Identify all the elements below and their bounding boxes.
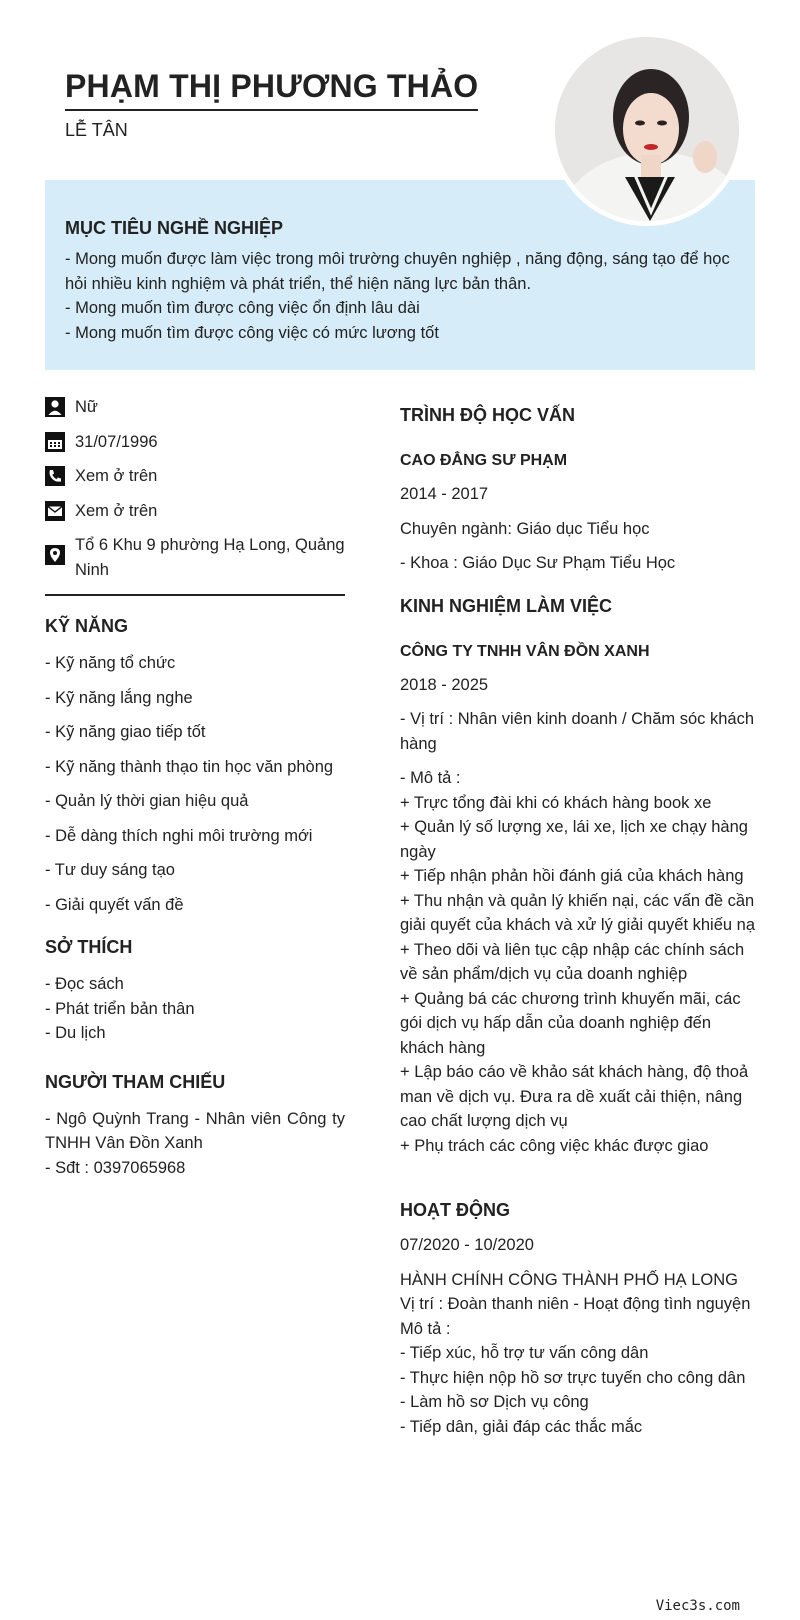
activity-line: HÀNH CHÍNH CÔNG THÀNH PHỐ HẠ LONG	[400, 1270, 738, 1289]
activity-period: 07/2020 - 10/2020	[400, 1236, 534, 1254]
education-period: 2014 - 2017	[400, 485, 489, 503]
experience-desc-line: + Trực tổng đài khi có khách hàng book xe	[400, 793, 712, 812]
references-title: NGƯỜI THAM CHIẾU	[45, 1071, 226, 1092]
avatar	[550, 32, 744, 226]
skill-item: - Kỹ năng giao tiếp tốt	[45, 723, 206, 741]
left-column	[45, 395, 345, 1180]
person-icon	[45, 397, 65, 417]
activity-line: - Tiếp xúc, hỗ trợ tư vấn công dân	[400, 1344, 649, 1362]
hobbies-title: SỞ THÍCH	[45, 937, 133, 957]
hobby-item: - Phát triển bản thân	[45, 999, 195, 1018]
phone-value: Xem ở trên	[75, 467, 158, 485]
mail-icon	[45, 501, 65, 521]
experience-desc-line: - Mô tả :	[400, 769, 461, 787]
experience-desc-line: + Phụ trách các công việc khác được giao	[400, 1136, 709, 1155]
experience-desc-line: + Quảng bá các chương trình khuyến mãi, các gói dịch vụ hấp dẫn của doanh nghiệp đến khách hàng	[400, 989, 741, 1057]
education-major: Chuyên ngành: Giáo dục Tiểu học	[400, 519, 650, 538]
phone-icon	[45, 466, 65, 486]
reference-line: - Ngô Quỳnh Trang - Nhân viên Công ty TNHH Vân Đồn Xanh	[45, 1109, 345, 1152]
school-name: CAO ĐẲNG SƯ PHẠM	[400, 452, 568, 469]
birthday-value: 31/07/1996	[75, 432, 158, 451]
profile-photo	[555, 37, 739, 221]
hobbies-section	[45, 937, 345, 1046]
activities-title: HOẠT ĐỘNG	[400, 1200, 510, 1220]
skill-item: - Quản lý thời gian hiệu quả	[45, 792, 249, 810]
address-value: Tổ 6 Khu 9 phường Hạ Long, Quảng Ninh	[75, 536, 345, 579]
activity-line: - Thực hiện nộp hồ sơ trực tuyến cho công dân	[400, 1368, 746, 1387]
skill-item: - Dễ dàng thích nghi môi trường mới	[45, 826, 313, 845]
experience-period: 2018 - 2025	[400, 675, 489, 694]
location-pin-icon	[45, 545, 65, 565]
skill-item: - Tư duy sáng tạo	[45, 861, 175, 879]
objective-line: - Mong muốn tìm được công việc ổn định lâu dài	[65, 299, 420, 317]
objective-line: - Mong muốn tìm được công việc có mức lương tốt	[65, 323, 439, 342]
experience-position: - Vị trí : Nhân viên kinh doanh / Chăm sóc khách hàng	[400, 710, 755, 753]
skill-item: - Kỹ năng thành thạo tin học văn phòng	[45, 757, 334, 776]
contact-birthday	[45, 430, 345, 455]
activity-line: - Tiếp dân, giải đáp các thắc mắc	[400, 1417, 643, 1436]
activity-line: Mô tả :	[400, 1319, 451, 1338]
activity-line: - Làm hồ sơ Dịch vụ công	[400, 1393, 589, 1411]
calendar-icon	[45, 432, 65, 452]
education-faculty: - Khoa : Giáo Dục Sư Phạm Tiểu Học	[400, 554, 676, 572]
references-section	[45, 1072, 345, 1181]
experience-title: KINH NGHIỆM LÀM VIỆC	[400, 595, 613, 616]
contact-gender	[45, 395, 345, 420]
activity-line: Vị trí : Đoàn thanh niên - Hoạt động tình nguyện	[400, 1295, 751, 1313]
experience-section	[400, 596, 755, 1159]
education-section	[400, 405, 755, 576]
experience-desc-line: + Quản lý số lượng xe, lái xe, lịch xe chạy hàng ngày	[400, 818, 748, 861]
skill-item: - Kỹ năng tổ chức	[45, 654, 176, 672]
right-column	[400, 405, 755, 1439]
watermark[interactable]: Viec3s.com	[655, 1598, 740, 1614]
candidate-name: PHẠM THỊ PHƯƠNG THẢO	[65, 68, 478, 111]
skill-item: - Kỹ năng lắng nghe	[45, 688, 193, 707]
activities-section	[400, 1200, 755, 1439]
contact-phone	[45, 464, 345, 489]
experience-desc-line: + Tiếp nhận phản hồi đánh giá của khách hàng	[400, 867, 744, 885]
experience-desc-line: + Thu nhận và quản lý khiến nại, các vấn đề cần giải quyết của khách và xử lý giải quyết khiếu nạ	[400, 891, 756, 934]
objective-line: - Mong muốn được làm việc trong môi trường chuyên nghiệp , năng động, sáng tạo để học hỏi nhiều kinh nghiệm và phát triển, thể hiện năng lực bản thân.	[65, 250, 730, 293]
company-name: CÔNG TY TNHH VÂN ĐỒN XANH	[400, 642, 650, 660]
email-value: Xem ở trên	[75, 501, 158, 520]
objective-title: MỤC TIÊU NGHỀ NGHIỆP	[65, 218, 284, 238]
hobby-item: - Đọc sách	[45, 975, 124, 993]
experience-desc-line: + Lập báo cáo về khảo sát khách hàng, độ thoả man về dịch vụ. Đưa ra dề xuất cải thiện, nâng cao chất lượng dịch vụ	[400, 1063, 749, 1130]
contact-address	[45, 533, 345, 582]
contact-email	[45, 499, 345, 524]
divider	[45, 594, 345, 596]
reference-line: - Sđt : 0397065968	[45, 1158, 186, 1177]
skill-item: - Giải quyết vấn đề	[45, 895, 184, 914]
hobby-item: - Du lịch	[45, 1024, 106, 1042]
candidate-role: LỄ TÂN	[65, 120, 128, 140]
gender-value: Nữ	[75, 398, 98, 416]
skills-title: KỸ NĂNG	[45, 616, 129, 636]
education-title: TRÌNH ĐỘ HỌC VẤN	[400, 405, 575, 425]
experience-desc-line: + Theo dõi và liên tục cập nhập các chính sách về sản phẩm/dịch vụ của doanh nghiệp	[400, 940, 745, 983]
skills-section	[45, 616, 345, 917]
